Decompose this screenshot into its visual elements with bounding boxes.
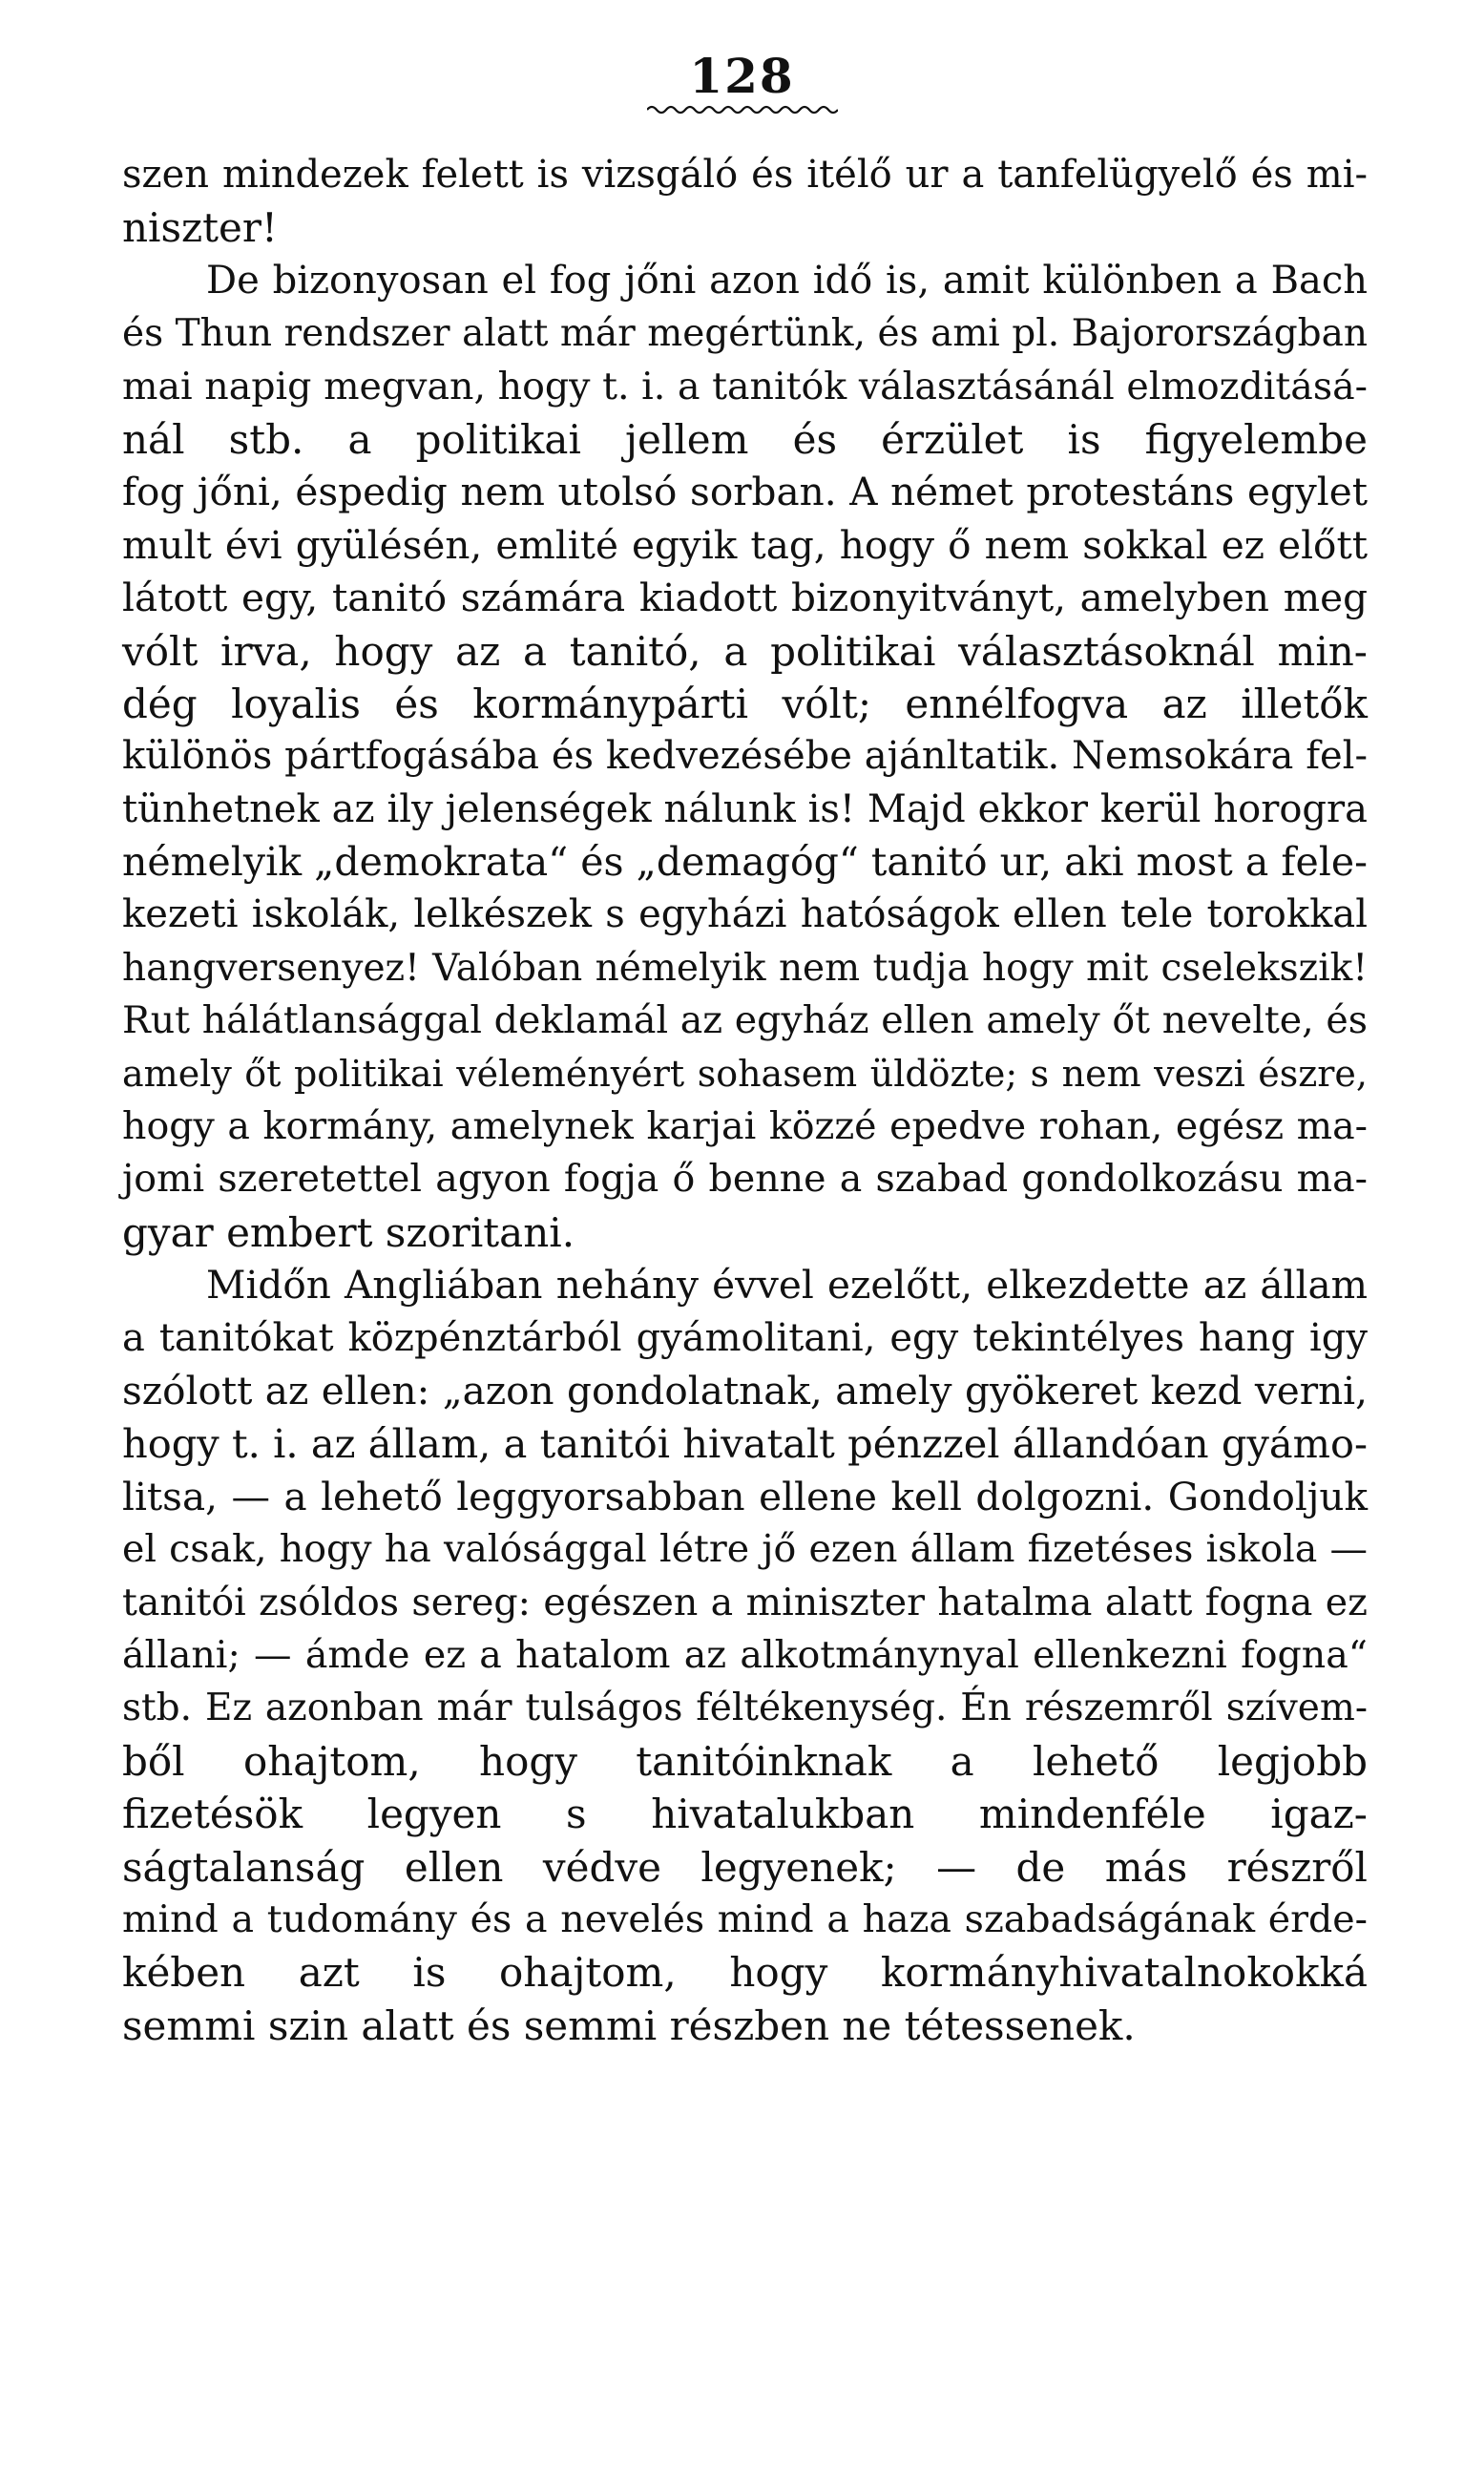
text-line: semmi szin alatt és semmi részben ne tétessenek.	[122, 2001, 1136, 2049]
text-line: gyar embert szoritani.	[122, 1208, 575, 1256]
page-header	[0, 50, 1484, 116]
text-line: De bizonyosan el fog jőni azon idő is, amit különben a Bach	[206, 258, 1368, 303]
text-line: különös pártfogásába és kedvezésébe ajánltatik. Nemsokára fel-	[122, 734, 1368, 779]
text-line: a tanitókat közpénztárból gyámolitani, egy tekintélyes hang igy	[122, 1315, 1368, 1360]
text-line: és Thun rendszer alatt már megértünk, és ami pl. Bajorországban	[122, 312, 1368, 356]
wavy-rule-ornament	[647, 103, 838, 116]
text-line: némelyik „demokrata“ és „demagóg“ tanitó ur, aki most a fele-	[122, 839, 1368, 886]
text-line: tanitói zsóldos sereg: egészen a miniszter hatalma alatt fogna ez	[122, 1580, 1368, 1624]
text-line: fog jőni, éspedig nem utolsó sorban. A német protestáns egylet	[122, 469, 1368, 515]
text-line: látott egy, tanitó számára kiadott bizonyitványt, amelyben meg	[122, 575, 1368, 621]
text-line: el csak, hogy ha valósággal létre jő ezen állam fizetéses iskola —	[122, 1527, 1368, 1572]
text-line: Rut hálátlansággal deklamál az egyház ellen amely őt nevelte, és	[122, 998, 1368, 1043]
text-line: ből ohajtom, hogy tanitóinknak a lehető legjobb	[122, 1737, 1368, 1785]
text-line: niszter!	[122, 204, 278, 252]
text-line: hogy a kormány, amelynek karjai közzé epedve rohan, egész ma-	[122, 1104, 1368, 1149]
text-line: mult évi gyülésén, emlité egyik tag, hogy ő nem sokkal ez előtt	[122, 521, 1368, 568]
text-line: Midőn Angliában nehány évvel ezelőtt, elkezdette az állam	[206, 1262, 1368, 1309]
text-line: litsa, — a lehető leggyorsabban ellene kell dolgozni. Gondoljuk	[122, 1473, 1368, 1519]
text-line: mai napig megvan, hogy t. i. a tanitók választásánál elmozditásá-	[122, 364, 1368, 409]
text-line: hogy t. i. az állam, a tanitói hivatalt pénzzel állandóan gyámo-	[122, 1420, 1368, 1468]
text-line: nál stb. a politikai jellem és érzület is figyelembe	[122, 415, 1368, 463]
text-line: ságtalanság ellen védve legyenek; — de más részről	[122, 1843, 1368, 1891]
text-line: kében azt is ohajtom, hogy kormányhivatalnokokká	[122, 1949, 1368, 1997]
text-line: szólott az ellen: „azon gondolatnak, amely gyökeret kezd verni,	[122, 1367, 1368, 1414]
text-line: fizetésök legyen s hivatalukban mindenféle igaz-	[122, 1791, 1368, 1838]
text-line: mind a tudomány és a nevelés mind a haza szabadságának érde-	[122, 1896, 1368, 1941]
text-line: hangversenyez! Valóban némelyik nem tudja hogy mit cselekszik!	[122, 946, 1368, 990]
text-line: állani; — ámde ez a hatalom az alkotmánynyal ellenkezni fogna“	[122, 1632, 1368, 1677]
text-line: stb. Ez azonban már tulságos féltékenység. Én részemről szívem-	[122, 1686, 1368, 1730]
text-line: szen mindezek felett is vizsgáló és itélő ur a tanfelügyelő és mi-	[122, 153, 1368, 197]
text-line: amely őt politikai véleményért sohasem üldözte; s nem veszi észre,	[122, 1052, 1368, 1095]
text-line: jomi szeretettel agyon fogja ő benne a szabad gondolkozásu ma-	[122, 1157, 1368, 1202]
text-line: dég loyalis és kormánypárti vólt; ennélfogva az illetők	[122, 680, 1368, 727]
text-line: tünhetnek az ily jelenségek nálunk is! Majd ekkor kerül horogra	[122, 786, 1368, 831]
page-number: 128	[689, 48, 795, 104]
text-line: vólt irva, hogy az a tanitó, a politikai választásoknál min-	[122, 627, 1368, 675]
text-line: kezeti iskolák, lelkészek s egyházi hatóságok ellen tele torokkal	[122, 892, 1368, 937]
body-text	[122, 149, 1368, 2052]
